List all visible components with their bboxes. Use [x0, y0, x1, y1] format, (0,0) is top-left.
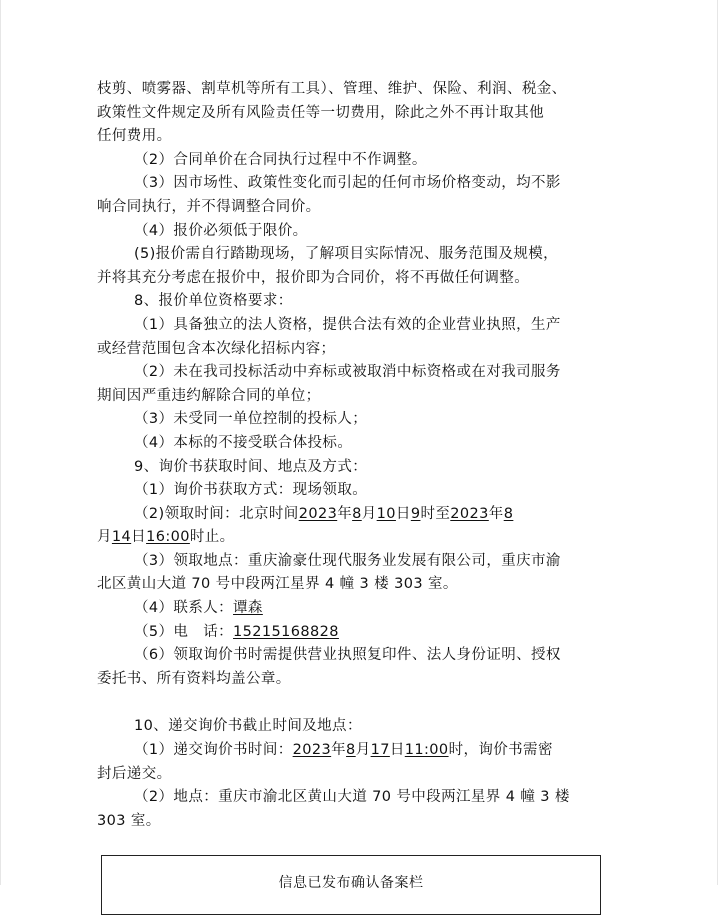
section-heading: 10、递交询价书截止时间及地点： — [134, 718, 362, 735]
text-fragment: （2)领取时间：北京时间 — [134, 505, 299, 522]
text-line: (5)报价需自行踏勘现场，了解项目实际情况、服务范围及规模， — [134, 246, 559, 263]
text-fragment: （5）电 话： — [134, 623, 234, 640]
text-fragment: （1）递交询价书时间： — [134, 742, 293, 759]
document-body — [97, 78, 612, 833]
contact-name: 谭森 — [233, 600, 263, 617]
text-fragment: 时，询价书需密 — [448, 742, 553, 759]
text-line: （2）未在我司投标活动中弃标或被取消中标资格或在对我司服务 — [134, 364, 561, 381]
month-value: 8 — [352, 505, 362, 522]
day-value: 10 — [376, 505, 396, 522]
text-line — [97, 526, 612, 550]
text-line: 枝剪、喷雾器、割草机等所有工具）、管理、维护、保险、利润、税金、 — [97, 81, 567, 97]
text-line: （3）领取地点：重庆渝豪仕现代服务业发展有限公司，重庆市渝 — [134, 552, 561, 569]
text-line: （4）本标的不接受联合体投标。 — [134, 434, 353, 451]
text-line: （2）地点：重庆市渝北区黄山大道 70 号中段两江星界 4 幢 3 楼 — [134, 789, 570, 806]
paragraph-gap — [97, 691, 612, 715]
day-value: 14 — [111, 529, 132, 546]
text-line: （1）询价书获取方式：现场领取。 — [134, 482, 368, 499]
text-line: 委托书、所有资料均盖公章。 — [97, 670, 291, 687]
day-value: 17 — [370, 742, 390, 759]
text-line — [97, 621, 612, 645]
text-line: 封后递交。 — [97, 765, 172, 782]
text-line: 并将其充分考虑在报价中，报价即为合同价，将不再做任何调整。 — [97, 269, 530, 286]
time-value: 11:00 — [404, 742, 449, 759]
text-fragment: （4）联系人： — [134, 600, 234, 617]
text-line: （3）因市场性、政策性变化而引起的任何市场价格变动，均不影 — [134, 175, 561, 192]
time-value: 16:00 — [146, 529, 190, 546]
text-line — [97, 597, 612, 621]
text-line — [97, 503, 612, 527]
year-value: 2023 — [450, 505, 489, 522]
phone-number: 15215168828 — [233, 623, 339, 640]
text-line: 303 室。 — [97, 812, 161, 829]
year-value: 2023 — [298, 505, 338, 522]
text-fragment: 年 — [488, 505, 504, 522]
text-line: （1）具备独立的法人资格，提供合法有效的企业营业执照，生产 — [134, 316, 561, 333]
text-line: （6）领取询价书时需提供营业执照复印件、法人身份证明、授权 — [134, 647, 561, 664]
month-value: 8 — [346, 742, 356, 759]
text-line: 期间因严重违约解除合同的单位； — [97, 387, 321, 404]
text-fragment: 年 — [331, 742, 347, 759]
text-fragment: 年 — [337, 505, 353, 522]
text-line: （2）合同单价在合同执行过程中不作调整。 — [134, 151, 427, 168]
text-line: （3）未受同一单位控制的投标人； — [134, 411, 368, 428]
year-value: 2023 — [292, 742, 332, 759]
confirmation-box — [101, 855, 601, 915]
text-line — [97, 739, 612, 763]
section-heading: 8、报价单位资格要求： — [134, 293, 293, 310]
text-fragment: 日 — [395, 505, 411, 522]
text-line: 北区黄山大道 70 号中段两江星界 4 幢 3 楼 303 室。 — [97, 576, 458, 593]
text-line: 或经营范围包含本次绿化招标内容； — [97, 340, 336, 357]
text-fragment: 日 — [131, 529, 147, 546]
hour-value: 9 — [410, 505, 421, 522]
text-line: （4）报价必须低于限价。 — [134, 222, 308, 239]
text-fragment: 时至 — [420, 505, 451, 522]
text-fragment: 月 — [355, 742, 371, 759]
text-fragment: 日 — [389, 742, 405, 759]
text-fragment: 月 — [97, 529, 112, 546]
text-line: 任何费用。 — [97, 128, 172, 145]
text-line: 响合同执行，并不得调整合同价。 — [97, 198, 321, 215]
text-fragment: 时止。 — [189, 529, 235, 546]
text-line: 政策性文件规定及所有风险责任等一切费用，除此之外不再计取其他 — [97, 104, 544, 121]
month-value: 8 — [503, 505, 514, 522]
confirmation-box-title: 信息已发布确认备案栏 — [278, 875, 424, 891]
text-fragment: 月 — [361, 505, 377, 522]
section-heading: 9、询价书获取时间、地点及方式： — [134, 458, 368, 475]
